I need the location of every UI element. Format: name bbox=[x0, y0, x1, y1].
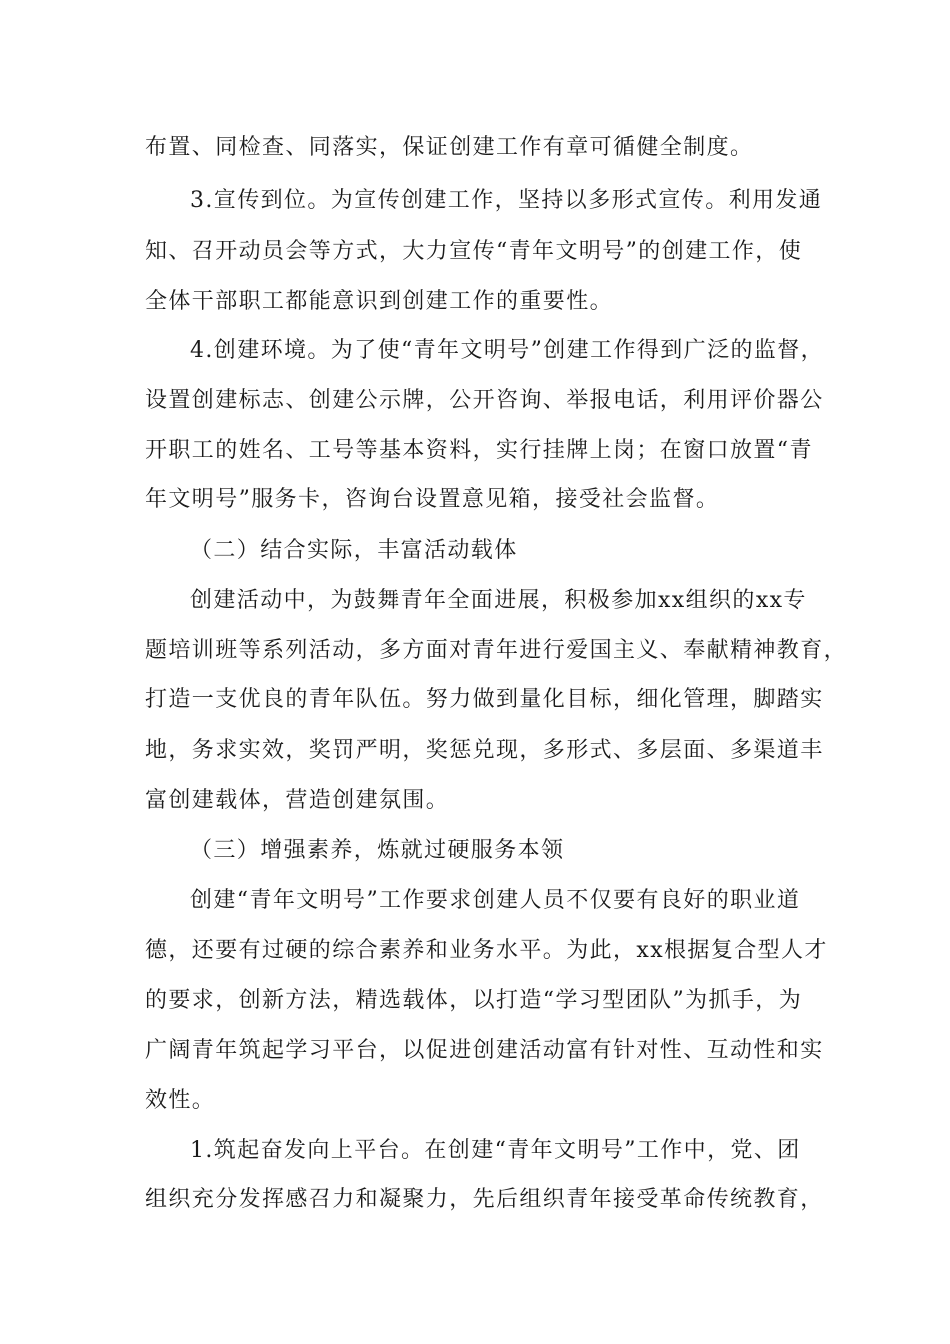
section-heading: （三）增强素养，炼就过硬服务本领 bbox=[190, 838, 565, 863]
text-line: 全体干部职工都能意识到创建工作的重要性。 bbox=[145, 289, 614, 314]
text-line: 题培训班等系列活动，多方面对青年进行爱国主义、奉献精神教育， bbox=[145, 638, 848, 663]
section-heading: （二）结合实际，丰富活动载体 bbox=[190, 538, 518, 563]
text-line: 地，务求实效，奖罚严明，奖惩兑现，多形式、多层面、多渠道丰 bbox=[145, 738, 824, 763]
text-line: 知、召开动员会等方式，大力宣传“青年文明号”的创建工作，使 bbox=[145, 239, 803, 264]
text-line: 效性。 bbox=[145, 1088, 216, 1113]
text-line: 的要求，创新方法，精选载体，以打造“学习型团队”为抓手，为 bbox=[145, 988, 803, 1013]
text-line: 设置创建标志、创建公示牌，公开咨询、举报电话，利用评价器公 bbox=[145, 388, 824, 413]
text-line: 4.创建环境。为了使“青年文明号”创建工作得到广泛的监督， bbox=[190, 338, 825, 363]
text-line: 年文明号”服务卡，咨询台设置意见箱，接受社会监督。 bbox=[145, 487, 720, 512]
text-line: 德，还要有过硬的综合素养和业务水平。为此，xx根据复合型人才 bbox=[145, 938, 828, 963]
text-line: 开职工的姓名、工号等基本资料，实行挂牌上岗；在窗口放置“青 bbox=[145, 438, 813, 463]
text-line: 1.筑起奋发向上平台。在创建“青年文明号”工作中，党、团 bbox=[190, 1138, 801, 1163]
text-line: 创建“青年文明号”工作要求创建人员不仅要有良好的职业道 bbox=[190, 888, 801, 913]
text-line: 组织充分发挥感召力和凝聚力，先后组织青年接受革命传统教育， bbox=[145, 1187, 824, 1212]
text-line: 创建活动中，为鼓舞青年全面进展，积极参加xx组织的xx专 bbox=[190, 588, 807, 613]
text-line: 3.宣传到位。为宣传创建工作，坚持以多形式宣传。利用发通 bbox=[190, 188, 823, 213]
text-line: 富创建载体，营造创建氛围。 bbox=[145, 788, 450, 813]
text-line: 广阔青年筑起学习平台，以促进创建活动富有针对性、互动性和实 bbox=[145, 1038, 824, 1063]
text-line: 布置、同检查、同落实，保证创建工作有章可循健全制度。 bbox=[145, 135, 754, 160]
text-line: 打造一支优良的青年队伍。努力做到量化目标，细化管理，脚踏实 bbox=[145, 687, 824, 712]
